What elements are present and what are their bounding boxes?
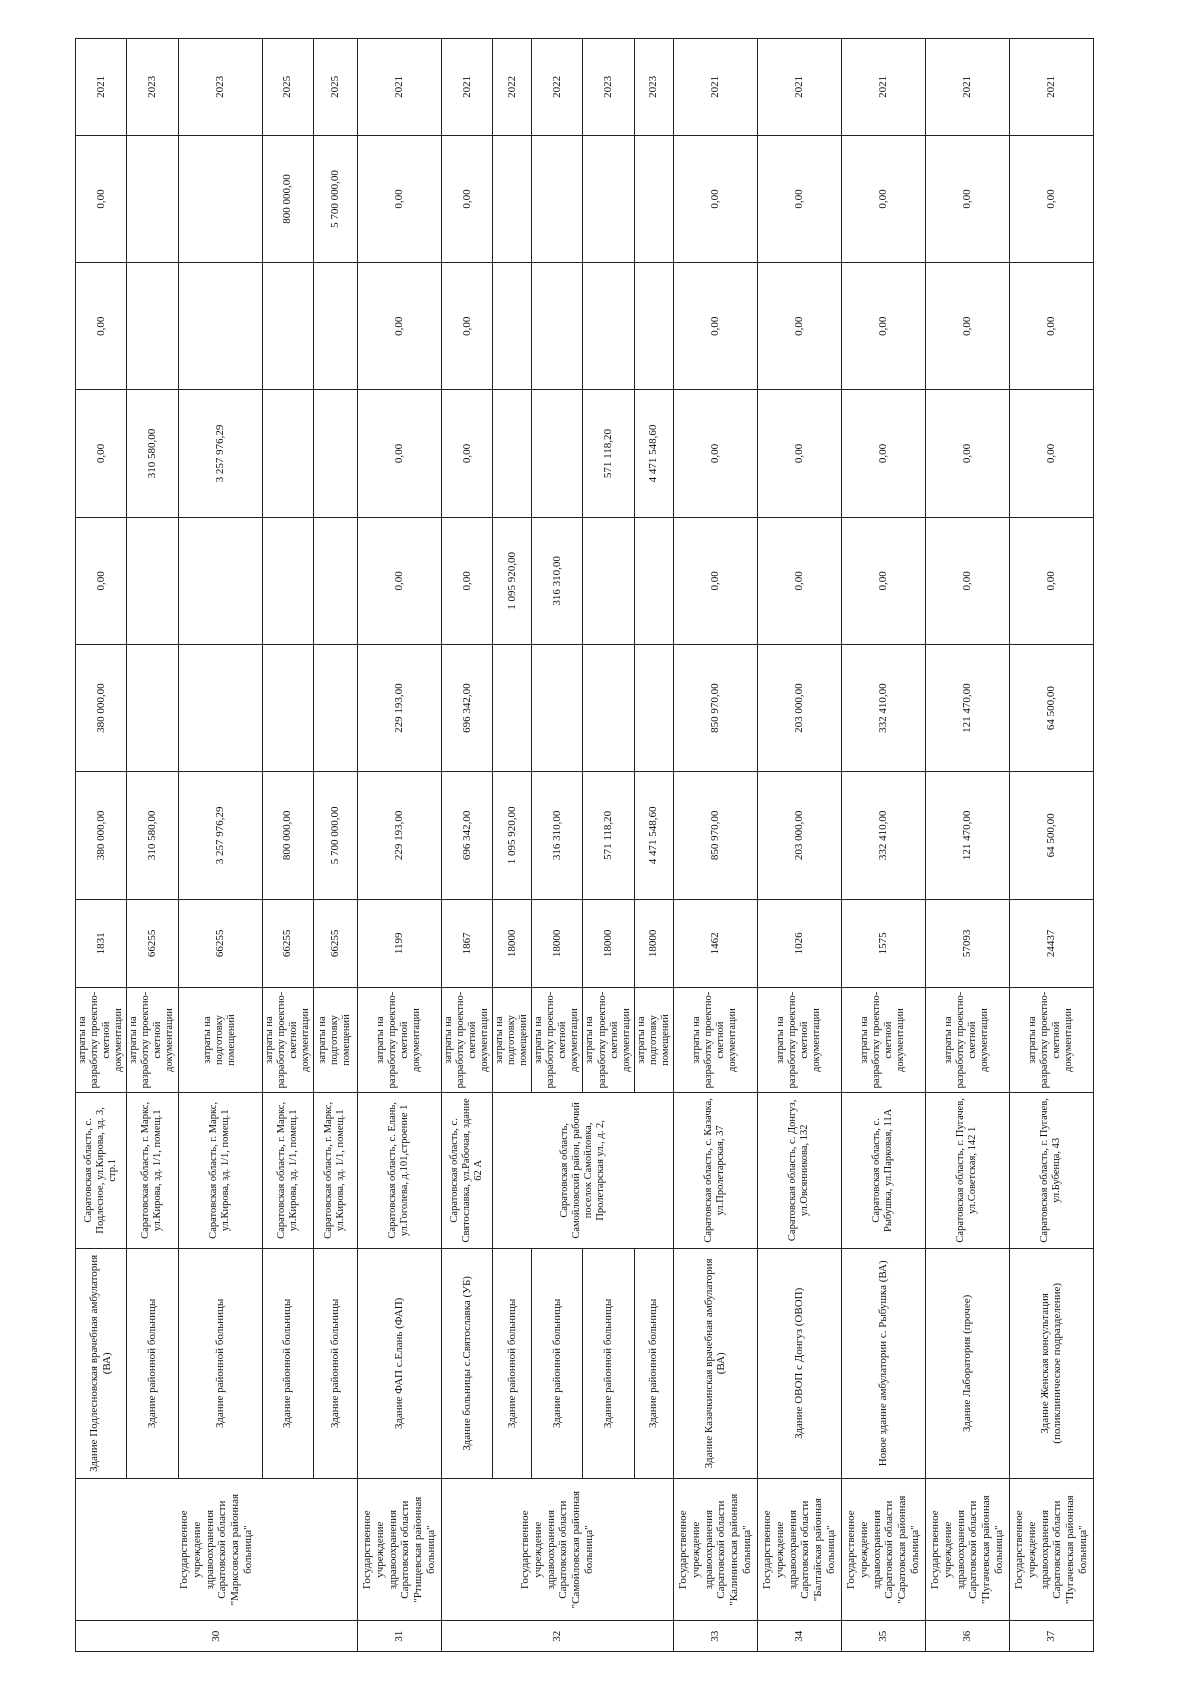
- amount-2024-cell: 0,00: [757, 263, 841, 390]
- amount-2021-cell: 850 970,00: [673, 644, 757, 771]
- table-row: [76, 39, 127, 1652]
- area-cell: 1575: [841, 899, 925, 988]
- amount-2025-cell: 0,00: [841, 135, 925, 262]
- amount-2023-cell: 4 471 548,60: [634, 390, 673, 517]
- amount-2024-cell: [583, 263, 634, 390]
- cost-type-cell: затраты на разработку проектно-сметной документации: [441, 988, 492, 1093]
- amount-2023-cell: 0,00: [1009, 390, 1093, 517]
- year-cell: 2023: [634, 39, 673, 136]
- amount-2022-cell: 0,00: [1009, 517, 1093, 644]
- table-row: [357, 39, 441, 1652]
- amount-2021-cell: [313, 644, 357, 771]
- amount-2025-cell: [178, 135, 262, 262]
- total-cell: 332 410,00: [841, 772, 925, 899]
- year-cell: 2022: [493, 39, 532, 136]
- amount-2024-cell: 0,00: [925, 263, 1009, 390]
- amount-2021-cell: 64 500,00: [1009, 644, 1093, 771]
- cost-type-cell: затраты на подготовку помещений: [313, 988, 357, 1093]
- year-cell: 2021: [757, 39, 841, 136]
- row-number: 35: [841, 1621, 925, 1652]
- cost-type-cell: затраты на подготовку помещений: [178, 988, 262, 1093]
- table-row: [673, 39, 757, 1652]
- area-cell: 66255: [313, 899, 357, 988]
- amount-2021-cell: 696 342,00: [441, 644, 492, 771]
- amount-2021-cell: [178, 644, 262, 771]
- amount-2022-cell: [583, 517, 634, 644]
- amount-2022-cell: 0,00: [925, 517, 1009, 644]
- building-cell: Здание районной больницы: [313, 1248, 357, 1478]
- row-number: 33: [673, 1621, 757, 1652]
- amount-2023-cell: [313, 390, 357, 517]
- address-cell: Саратовская область, г. Маркс, ул.Кирова, зд. 1/1, помещ.1: [178, 1092, 262, 1248]
- cost-type-cell: затраты на разработку проектно-сметной документации: [76, 988, 127, 1093]
- amount-2022-cell: 0,00: [841, 517, 925, 644]
- amount-2022-cell: 0,00: [357, 517, 441, 644]
- table-row: [178, 39, 262, 1652]
- address-cell: Саратовская область, с. Подлесное, ул.Кирова, зд. 3, стр.1: [76, 1092, 127, 1248]
- table-row: [441, 39, 492, 1652]
- table-row: [757, 39, 841, 1652]
- year-cell: 2021: [1009, 39, 1093, 136]
- cost-type-cell: затраты на разработку проектно-сметной документации: [841, 988, 925, 1093]
- cost-type-cell: затраты на разработку проектно-сметной документации: [262, 988, 313, 1093]
- amount-2021-cell: 380 000,00: [76, 644, 127, 771]
- amount-2021-cell: 229 193,00: [357, 644, 441, 771]
- address-cell: Саратовская область, г. Маркс, ул.Кирова, зд. 1/1, помещ.1: [127, 1092, 178, 1248]
- amount-2021-cell: 203 000,00: [757, 644, 841, 771]
- building-cell: Здание районной больницы: [532, 1248, 583, 1478]
- amount-2025-cell: [493, 135, 532, 262]
- cost-type-cell: затраты на разработку проектно-сметной документации: [925, 988, 1009, 1093]
- year-cell: 2021: [441, 39, 492, 136]
- amount-2022-cell: [262, 517, 313, 644]
- address-cell: Саратовская область, с. Рыбушка, ул.Парковая, 11А: [841, 1092, 925, 1248]
- cost-type-cell: затраты на разработку проектно-сметной документации: [757, 988, 841, 1093]
- address-cell: Саратовская область, с. Казачка, ул.Пролетарская, 37: [673, 1092, 757, 1248]
- year-cell: 2025: [313, 39, 357, 136]
- organization-cell: Государственное учреждение здравоохранения Саратовской области "Пугачевская районная больница": [925, 1478, 1009, 1621]
- cost-type-cell: затраты на разработку проектно-сметной документации: [673, 988, 757, 1093]
- amount-2025-cell: 0,00: [673, 135, 757, 262]
- year-cell: 2021: [673, 39, 757, 136]
- area-cell: 1199: [357, 899, 441, 988]
- amount-2025-cell: 800 000,00: [262, 135, 313, 262]
- total-cell: 571 118,20: [583, 772, 634, 899]
- amount-2022-cell: 316 310,00: [532, 517, 583, 644]
- amount-2025-cell: 5 700 000,00: [313, 135, 357, 262]
- year-cell: 2025: [262, 39, 313, 136]
- cost-type-cell: затраты на разработку проектно-сметной документации: [532, 988, 583, 1093]
- amount-2023-cell: 0,00: [673, 390, 757, 517]
- amount-2021-cell: [583, 644, 634, 771]
- amount-2025-cell: 0,00: [76, 135, 127, 262]
- amount-2023-cell: 0,00: [441, 390, 492, 517]
- amount-2025-cell: [127, 135, 178, 262]
- amount-2024-cell: [262, 263, 313, 390]
- cost-type-cell: затраты на разработку проектно-сметной документации: [127, 988, 178, 1093]
- organization-cell: Государственное учреждение здравоохранения Саратовской области "Калининская районная больница": [673, 1478, 757, 1621]
- building-cell: Здание Лаборатория (прочее): [925, 1248, 1009, 1478]
- table-row: [262, 39, 313, 1652]
- amount-2021-cell: [532, 644, 583, 771]
- total-cell: 64 500,00: [1009, 772, 1093, 899]
- address-cell: Саратовская область, г. Пугачев, ул.Бубенца, 43: [1009, 1092, 1093, 1248]
- amount-2025-cell: 0,00: [1009, 135, 1093, 262]
- amount-2022-cell: 0,00: [76, 517, 127, 644]
- area-cell: 57093: [925, 899, 1009, 988]
- table-row: [493, 39, 532, 1652]
- area-cell: 18000: [493, 899, 532, 988]
- building-cell: Здание районной больницы: [127, 1248, 178, 1478]
- address-cell: Саратовская область, с. Донгуз, ул.Овсянникова, 132: [757, 1092, 841, 1248]
- year-cell: 2021: [357, 39, 441, 136]
- amount-2023-cell: 0,00: [76, 390, 127, 517]
- address-cell: Саратовская область, г. Пугачев, ул.Советская, 142 1: [925, 1092, 1009, 1248]
- amount-2024-cell: [493, 263, 532, 390]
- address-cell: Саратовская область, с. Святославка, ул.Рабочая, здание 62 А: [441, 1092, 492, 1248]
- amount-2024-cell: 0,00: [673, 263, 757, 390]
- organization-cell: Государственное учреждение здравоохранения Саратовской области "Самойловская районная больница": [441, 1478, 673, 1621]
- amount-2023-cell: 310 580,00: [127, 390, 178, 517]
- year-cell: 2023: [178, 39, 262, 136]
- building-cell: Здание Подлесновская врачебная амбулатория (ВА): [76, 1248, 127, 1478]
- year-cell: 2022: [532, 39, 583, 136]
- amount-2021-cell: 332 410,00: [841, 644, 925, 771]
- building-cell: Здание районной больницы: [493, 1248, 532, 1478]
- amount-2022-cell: 1 095 920,00: [493, 517, 532, 644]
- building-cell: Здание Женская консультация (поликлиническое подразделение): [1009, 1248, 1093, 1478]
- total-cell: 380 000,00: [76, 772, 127, 899]
- area-cell: 66255: [178, 899, 262, 988]
- area-cell: 1867: [441, 899, 492, 988]
- total-cell: 229 193,00: [357, 772, 441, 899]
- table-row: [127, 39, 178, 1652]
- amount-2023-cell: 0,00: [841, 390, 925, 517]
- total-cell: 4 471 548,60: [634, 772, 673, 899]
- amount-2024-cell: [634, 263, 673, 390]
- total-cell: 203 000,00: [757, 772, 841, 899]
- total-cell: 5 700 000,00: [313, 772, 357, 899]
- area-cell: 1831: [76, 899, 127, 988]
- amount-2024-cell: 0,00: [841, 263, 925, 390]
- amount-2023-cell: [532, 390, 583, 517]
- address-cell: Саратовская область, г. Маркс, ул.Кирова, зд. 1/1, помещ.1: [313, 1092, 357, 1248]
- building-cell: Здание ФАП с.Елань (ФАП): [357, 1248, 441, 1478]
- total-cell: 316 310,00: [532, 772, 583, 899]
- amount-2025-cell: 0,00: [757, 135, 841, 262]
- address-cell: Саратовская область, с. Елань, ул.Гоголева, д.101,строение 1: [357, 1092, 441, 1248]
- building-cell: Здание больницы с.Святославка (УБ): [441, 1248, 492, 1478]
- area-cell: 66255: [127, 899, 178, 988]
- rotated-table-wrapper: [75, 38, 1089, 1652]
- total-cell: 3 257 976,29: [178, 772, 262, 899]
- building-cell: Здание районной больницы: [262, 1248, 313, 1478]
- organization-cell: Государственное учреждение здравоохранения Саратовской области "Пугачевская районная больница": [1009, 1478, 1093, 1621]
- amount-2025-cell: [532, 135, 583, 262]
- table-row: [925, 39, 1009, 1652]
- total-cell: 800 000,00: [262, 772, 313, 899]
- amount-2024-cell: [178, 263, 262, 390]
- total-cell: 1 095 920,00: [493, 772, 532, 899]
- amount-2025-cell: 0,00: [925, 135, 1009, 262]
- amount-2022-cell: 0,00: [757, 517, 841, 644]
- year-cell: 2021: [841, 39, 925, 136]
- organization-cell: Государственное учреждение здравоохранения Саратовской области "Марксовская районная больница": [76, 1478, 358, 1621]
- total-cell: 121 470,00: [925, 772, 1009, 899]
- table-row: [313, 39, 357, 1652]
- table-row: [532, 39, 583, 1652]
- amount-2021-cell: [262, 644, 313, 771]
- year-cell: 2023: [127, 39, 178, 136]
- amount-2022-cell: [634, 517, 673, 644]
- amount-2024-cell: [313, 263, 357, 390]
- address-cell: Саратовская область, Самойловский район, рабочий поселок Самойловка, Пролетарская ул., д. 2,: [493, 1092, 674, 1248]
- amount-2021-cell: 121 470,00: [925, 644, 1009, 771]
- amount-2024-cell: 0,00: [1009, 263, 1093, 390]
- amount-2022-cell: 0,00: [673, 517, 757, 644]
- row-number: 36: [925, 1621, 1009, 1652]
- year-cell: 2023: [583, 39, 634, 136]
- area-cell: 1462: [673, 899, 757, 988]
- row-number: 37: [1009, 1621, 1093, 1652]
- amount-2025-cell: 0,00: [441, 135, 492, 262]
- cost-type-cell: затраты на разработку проектно-сметной документации: [357, 988, 441, 1093]
- building-cell: Здание ОВОП с Донгуз (ОВОП): [757, 1248, 841, 1478]
- address-cell: Саратовская область, г. Маркс, ул.Кирова, зд. 1/1, помещ.1: [262, 1092, 313, 1248]
- amount-2024-cell: 0,00: [357, 263, 441, 390]
- amount-2023-cell: [493, 390, 532, 517]
- amount-2021-cell: [634, 644, 673, 771]
- amount-2023-cell: 571 118,20: [583, 390, 634, 517]
- table-row: [1009, 39, 1093, 1652]
- building-cell: Здание районной больницы: [178, 1248, 262, 1478]
- amount-2023-cell: 0,00: [357, 390, 441, 517]
- area-cell: 24437: [1009, 899, 1093, 988]
- area-cell: 18000: [532, 899, 583, 988]
- cost-type-cell: затраты на разработку проектно-сметной документации: [1009, 988, 1093, 1093]
- organization-cell: Государственное учреждение здравоохранения Саратовской области "Ртищевская районная больница": [357, 1478, 441, 1621]
- amount-2023-cell: 3 257 976,29: [178, 390, 262, 517]
- area-cell: 66255: [262, 899, 313, 988]
- building-cell: Здание районной больницы: [634, 1248, 673, 1478]
- organization-cell: Государственное учреждение здравоохранения Саратовской области "Саратовская районная больница": [841, 1478, 925, 1621]
- year-cell: 2021: [925, 39, 1009, 136]
- amount-2022-cell: 0,00: [441, 517, 492, 644]
- total-cell: 850 970,00: [673, 772, 757, 899]
- total-cell: 696 342,00: [441, 772, 492, 899]
- area-cell: 18000: [583, 899, 634, 988]
- amount-2021-cell: [127, 644, 178, 771]
- amount-2022-cell: [313, 517, 357, 644]
- table-row: [841, 39, 925, 1652]
- amount-2023-cell: 0,00: [757, 390, 841, 517]
- building-cell: Здание районной больницы: [583, 1248, 634, 1478]
- row-number: 34: [757, 1621, 841, 1652]
- amount-2023-cell: 0,00: [925, 390, 1009, 517]
- cost-type-cell: затраты на разработку проектно-сметной документации: [583, 988, 634, 1093]
- row-number: 31: [357, 1621, 441, 1652]
- cost-type-cell: затраты на подготовку помещений: [493, 988, 532, 1093]
- amount-2021-cell: [493, 644, 532, 771]
- area-cell: 18000: [634, 899, 673, 988]
- row-number: 32: [441, 1621, 673, 1652]
- amount-2025-cell: 0,00: [357, 135, 441, 262]
- building-cell: Новое здание амбулатории с. Рыбушка (ВА): [841, 1248, 925, 1478]
- amount-2023-cell: [262, 390, 313, 517]
- table-row: [634, 39, 673, 1652]
- year-cell: 2021: [76, 39, 127, 136]
- total-cell: 310 580,00: [127, 772, 178, 899]
- amount-2025-cell: [634, 135, 673, 262]
- amount-2024-cell: 0,00: [76, 263, 127, 390]
- table-row: [583, 39, 634, 1652]
- amount-2025-cell: [583, 135, 634, 262]
- building-cell: Здание Казачкинская врачебная амбулатория (ВА): [673, 1248, 757, 1478]
- amount-2024-cell: [127, 263, 178, 390]
- amount-2022-cell: [127, 517, 178, 644]
- area-cell: 1026: [757, 899, 841, 988]
- cost-type-cell: затраты на подготовку помещений: [634, 988, 673, 1093]
- amount-2024-cell: [532, 263, 583, 390]
- row-number: 30: [76, 1621, 358, 1652]
- organization-cell: Государственное учреждение здравоохранения Саратовской области "Балтайская районная больница": [757, 1478, 841, 1621]
- amount-2024-cell: 0,00: [441, 263, 492, 390]
- budget-table: [75, 38, 1094, 1652]
- amount-2022-cell: [178, 517, 262, 644]
